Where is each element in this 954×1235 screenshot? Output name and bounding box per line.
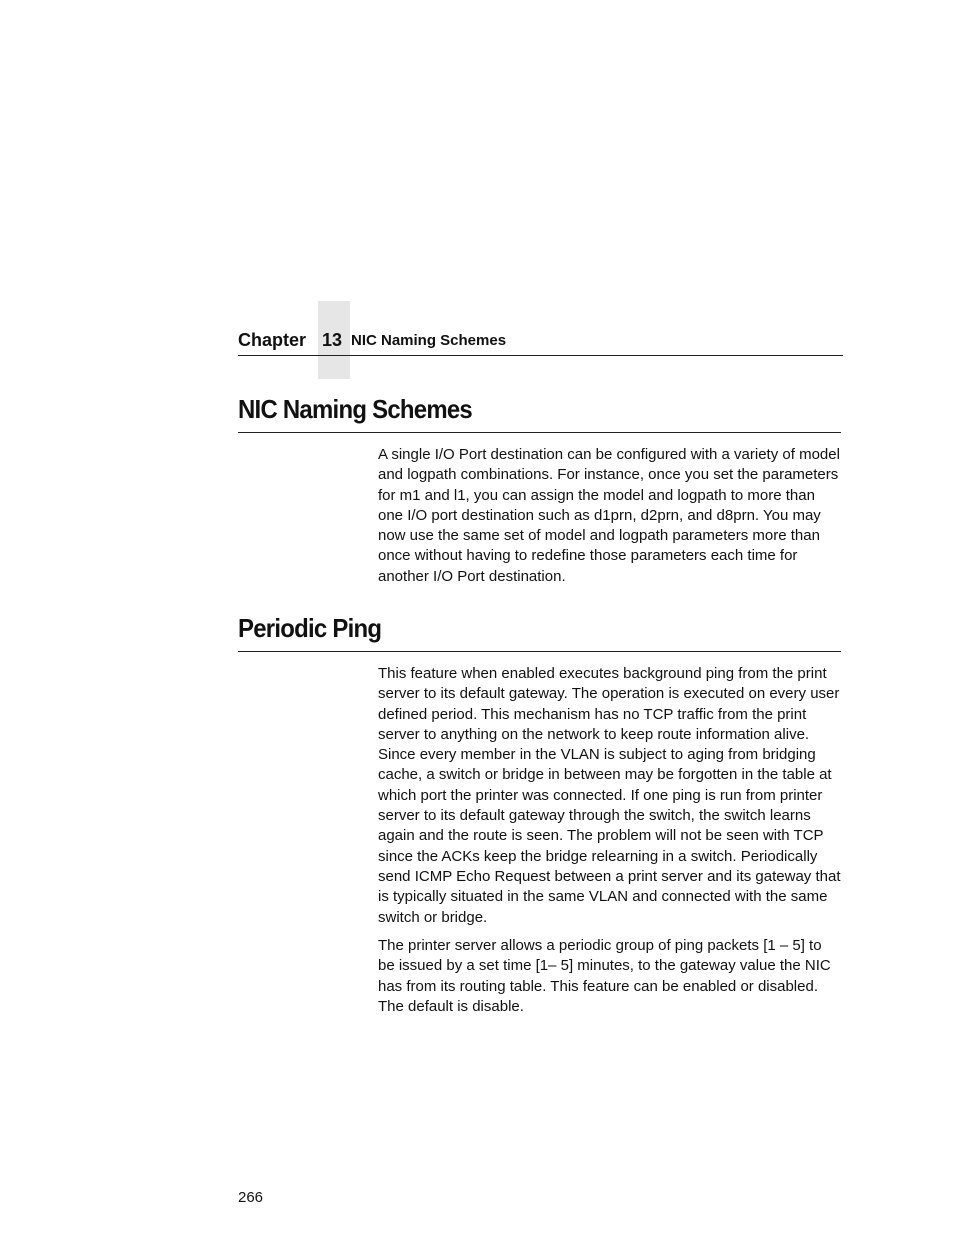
page-number: 266 xyxy=(238,1189,264,1206)
chapter-number: 13 xyxy=(322,330,343,350)
body-paragraph: The printer server allows a periodic group of ping packets [1 – 5] to be issued by a set time [1– 5] minutes, to the gateway value the NIC has from its routing table. This feature can be enabled or disabled. The default is disable. xyxy=(378,937,831,1015)
running-header-title: NIC Naming Schemes xyxy=(351,332,507,349)
section-rule xyxy=(238,432,841,433)
chapter-label: Chapter xyxy=(238,330,307,350)
section-rule xyxy=(238,651,841,652)
section-heading-periodic-ping: Periodic Ping xyxy=(238,613,382,643)
section-heading-nic-naming-schemes: NIC Naming Schemes xyxy=(238,394,473,424)
header-rule xyxy=(238,355,843,356)
body-paragraph: A single I/O Port destination can be configured with a variety of model and logpath combinations. For instance, once you set the parameters for m1 and l1, you can assign the model and logpath to more than one I/O port destination such as d1prn, d2prn, and d8prn. You may now use the same set of model and logpath parameters more than once without having to redefine those parameters each time for another I/O Port destination. xyxy=(378,446,840,585)
body-paragraph: This feature when enabled executes background ping from the print server to its default gateway. The operation is executed on every user defined period. This mechanism has no TCP traffic from the print server to anything on the network to keep route information alive. Since every member in the VLAN is subject to aging from bridging cache, a switch or bridge in between may be forgotten in the table at which port the printer was connected. If one ping is run from printer server to its default gateway through the switch, the switch learns again and the route is seen. The problem will not be seen with TCP since the ACKs keep the bridge relearning in a switch. Periodically send ICMP Echo Request between a print server and its gateway that is typically situated in the same VLAN and connected with the same switch or bridge. xyxy=(378,665,841,926)
